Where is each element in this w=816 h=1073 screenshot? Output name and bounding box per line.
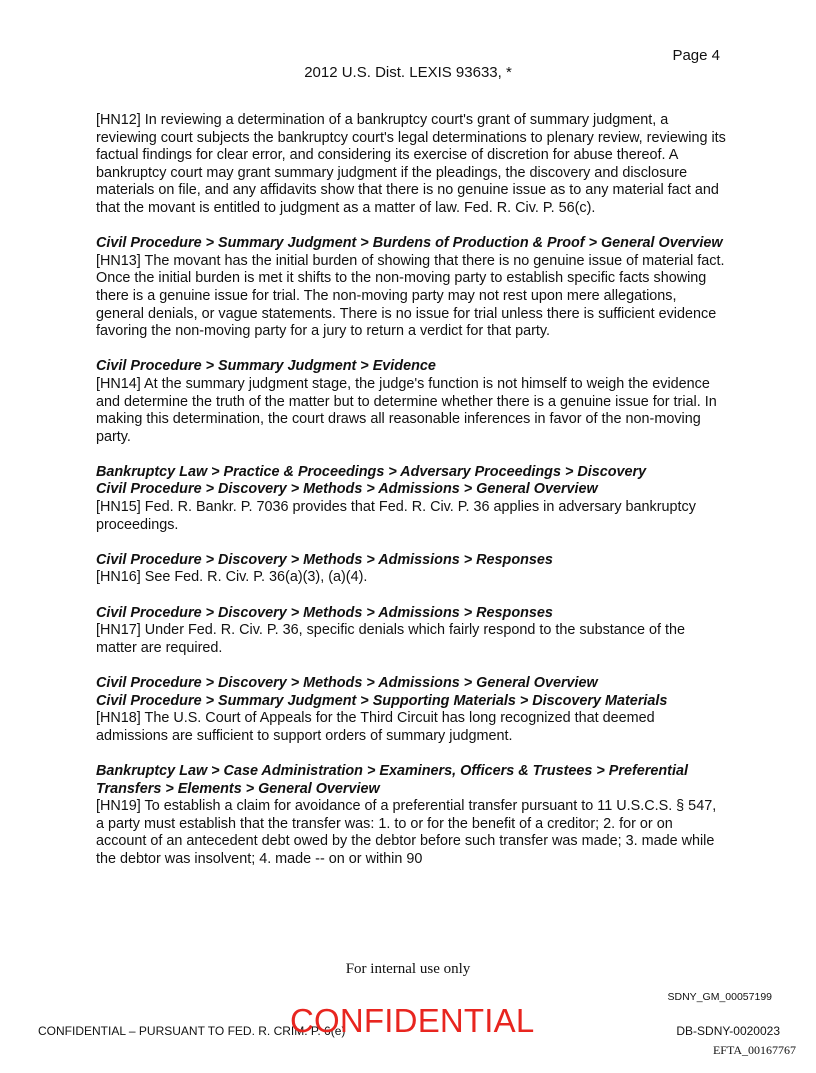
headnote-text: [HN16] See Fed. R. Civ. P. 36(a)(3), (a)(4). <box>96 569 368 586</box>
topic-path: Bankruptcy Law > Case Administration > Examiners, Officers & Trustees > Preferential Transfers > Elements > General Overview <box>96 762 688 797</box>
headnote-block <box>96 605 726 658</box>
document-body <box>96 112 726 886</box>
confidential-stamp: CONFIDENTIAL <box>290 1002 535 1039</box>
confidential-notice: CONFIDENTIAL – PURSUANT TO FED. R. CRIM. P. 6(e) <box>38 1024 346 1038</box>
headnote-text: [HN19] To establish a claim for avoidance of a preferential transfer pursuant to 11 U.S.C.S. § 547, a party must establish that the transfer was: 1. to or for the benefit of a creditor; 2. for or on account of an antecedent debt owed by the debtor before such transfer was made; 3. made while the debtor was insolvent; 4. made -- on or within 90 <box>96 798 717 867</box>
headnote-text: [HN13] The movant has the initial burden of showing that there is no genuine issue of material fact. Once the initial burden is met it shifts to the non-moving party to establish specific facts showing there is a genuine issue for trial. The non-moving party may not rest upon mere allegations, general denials, or vague statements. There is no issue for trial unless there is sufficient evidence favoring the non-moving party for a jury to return a verdict for that party. <box>96 252 725 340</box>
header-citation: 2012 U.S. Dist. LEXIS 93633, * <box>304 64 512 81</box>
bates-number-top: SDNY_GM_00057199 <box>667 991 772 1003</box>
headnote-text: [HN15] Fed. R. Bankr. P. 7036 provides that Fed. R. Civ. P. 36 applies in adversary bankruptcy proceedings. <box>96 499 696 533</box>
headnote-text: [HN18] The U.S. Court of Appeals for the Third Circuit has long recognized that deemed admissions are sufficient to support orders of summary judgment. <box>96 710 655 744</box>
topic-path: Civil Procedure > Discovery > Methods > Admissions > Responses <box>96 604 553 621</box>
headnote-block <box>96 675 726 745</box>
headnote-text: [HN12] In reviewing a determination of a bankruptcy court's grant of summary judgment, a reviewing court subjects the bankruptcy court's legal determinations to plenary review, reviewing its factual findings for clear error, and considering its exercise of discretion for abuse thereof. A bankruptcy court may grant summary judgment if the pleadings, the discovery and disclosure materials on file, and any affidavits show that there is no genuine issue as to any material fact and that the movant is entitled to judgment as a matter of law. Fed. R. Civ. P. 56(c). <box>96 112 726 216</box>
headnote-block <box>96 552 726 587</box>
bates-number-right: DB-SDNY-0020023 <box>676 1024 780 1038</box>
topic-path: Civil Procedure > Summary Judgment > Supporting Materials > Discovery Materials <box>96 692 668 709</box>
topic-path: Civil Procedure > Discovery > Methods > Admissions > General Overview <box>96 481 598 498</box>
topic-path: Civil Procedure > Summary Judgment > Evidence <box>96 358 436 375</box>
topic-path: Civil Procedure > Summary Judgment > Burdens of Production & Proof > General Overview <box>96 235 723 252</box>
headnote-block <box>96 464 726 534</box>
headnote-text: [HN17] Under Fed. R. Civ. P. 36, specific denials which fairly respond to the substance of the matter are required. <box>96 622 685 656</box>
internal-use-note: For internal use only <box>345 961 471 977</box>
efta-number: EFTA_00167767 <box>712 1043 796 1057</box>
topic-path: Civil Procedure > Discovery > Methods > Admissions > Responses <box>96 551 553 568</box>
headnote-block <box>96 112 726 218</box>
headnote-text: [HN14] At the summary judgment stage, the judge's function is not himself to weigh the evidence and determine the truth of the matter but to determine whether there is a genuine issue for trial. In making this determination, the court draws all reasonable inferences in favor of the non-moving party. <box>96 375 717 445</box>
page-number: Page 4 <box>672 47 720 64</box>
headnote-block <box>96 763 726 869</box>
topic-path: Civil Procedure > Discovery > Methods > Admissions > General Overview <box>96 675 598 691</box>
headnote-block <box>96 235 726 341</box>
headnote-block <box>96 358 726 446</box>
topic-path: Bankruptcy Law > Practice & Proceedings > Adversary Proceedings > Discovery <box>96 463 647 480</box>
